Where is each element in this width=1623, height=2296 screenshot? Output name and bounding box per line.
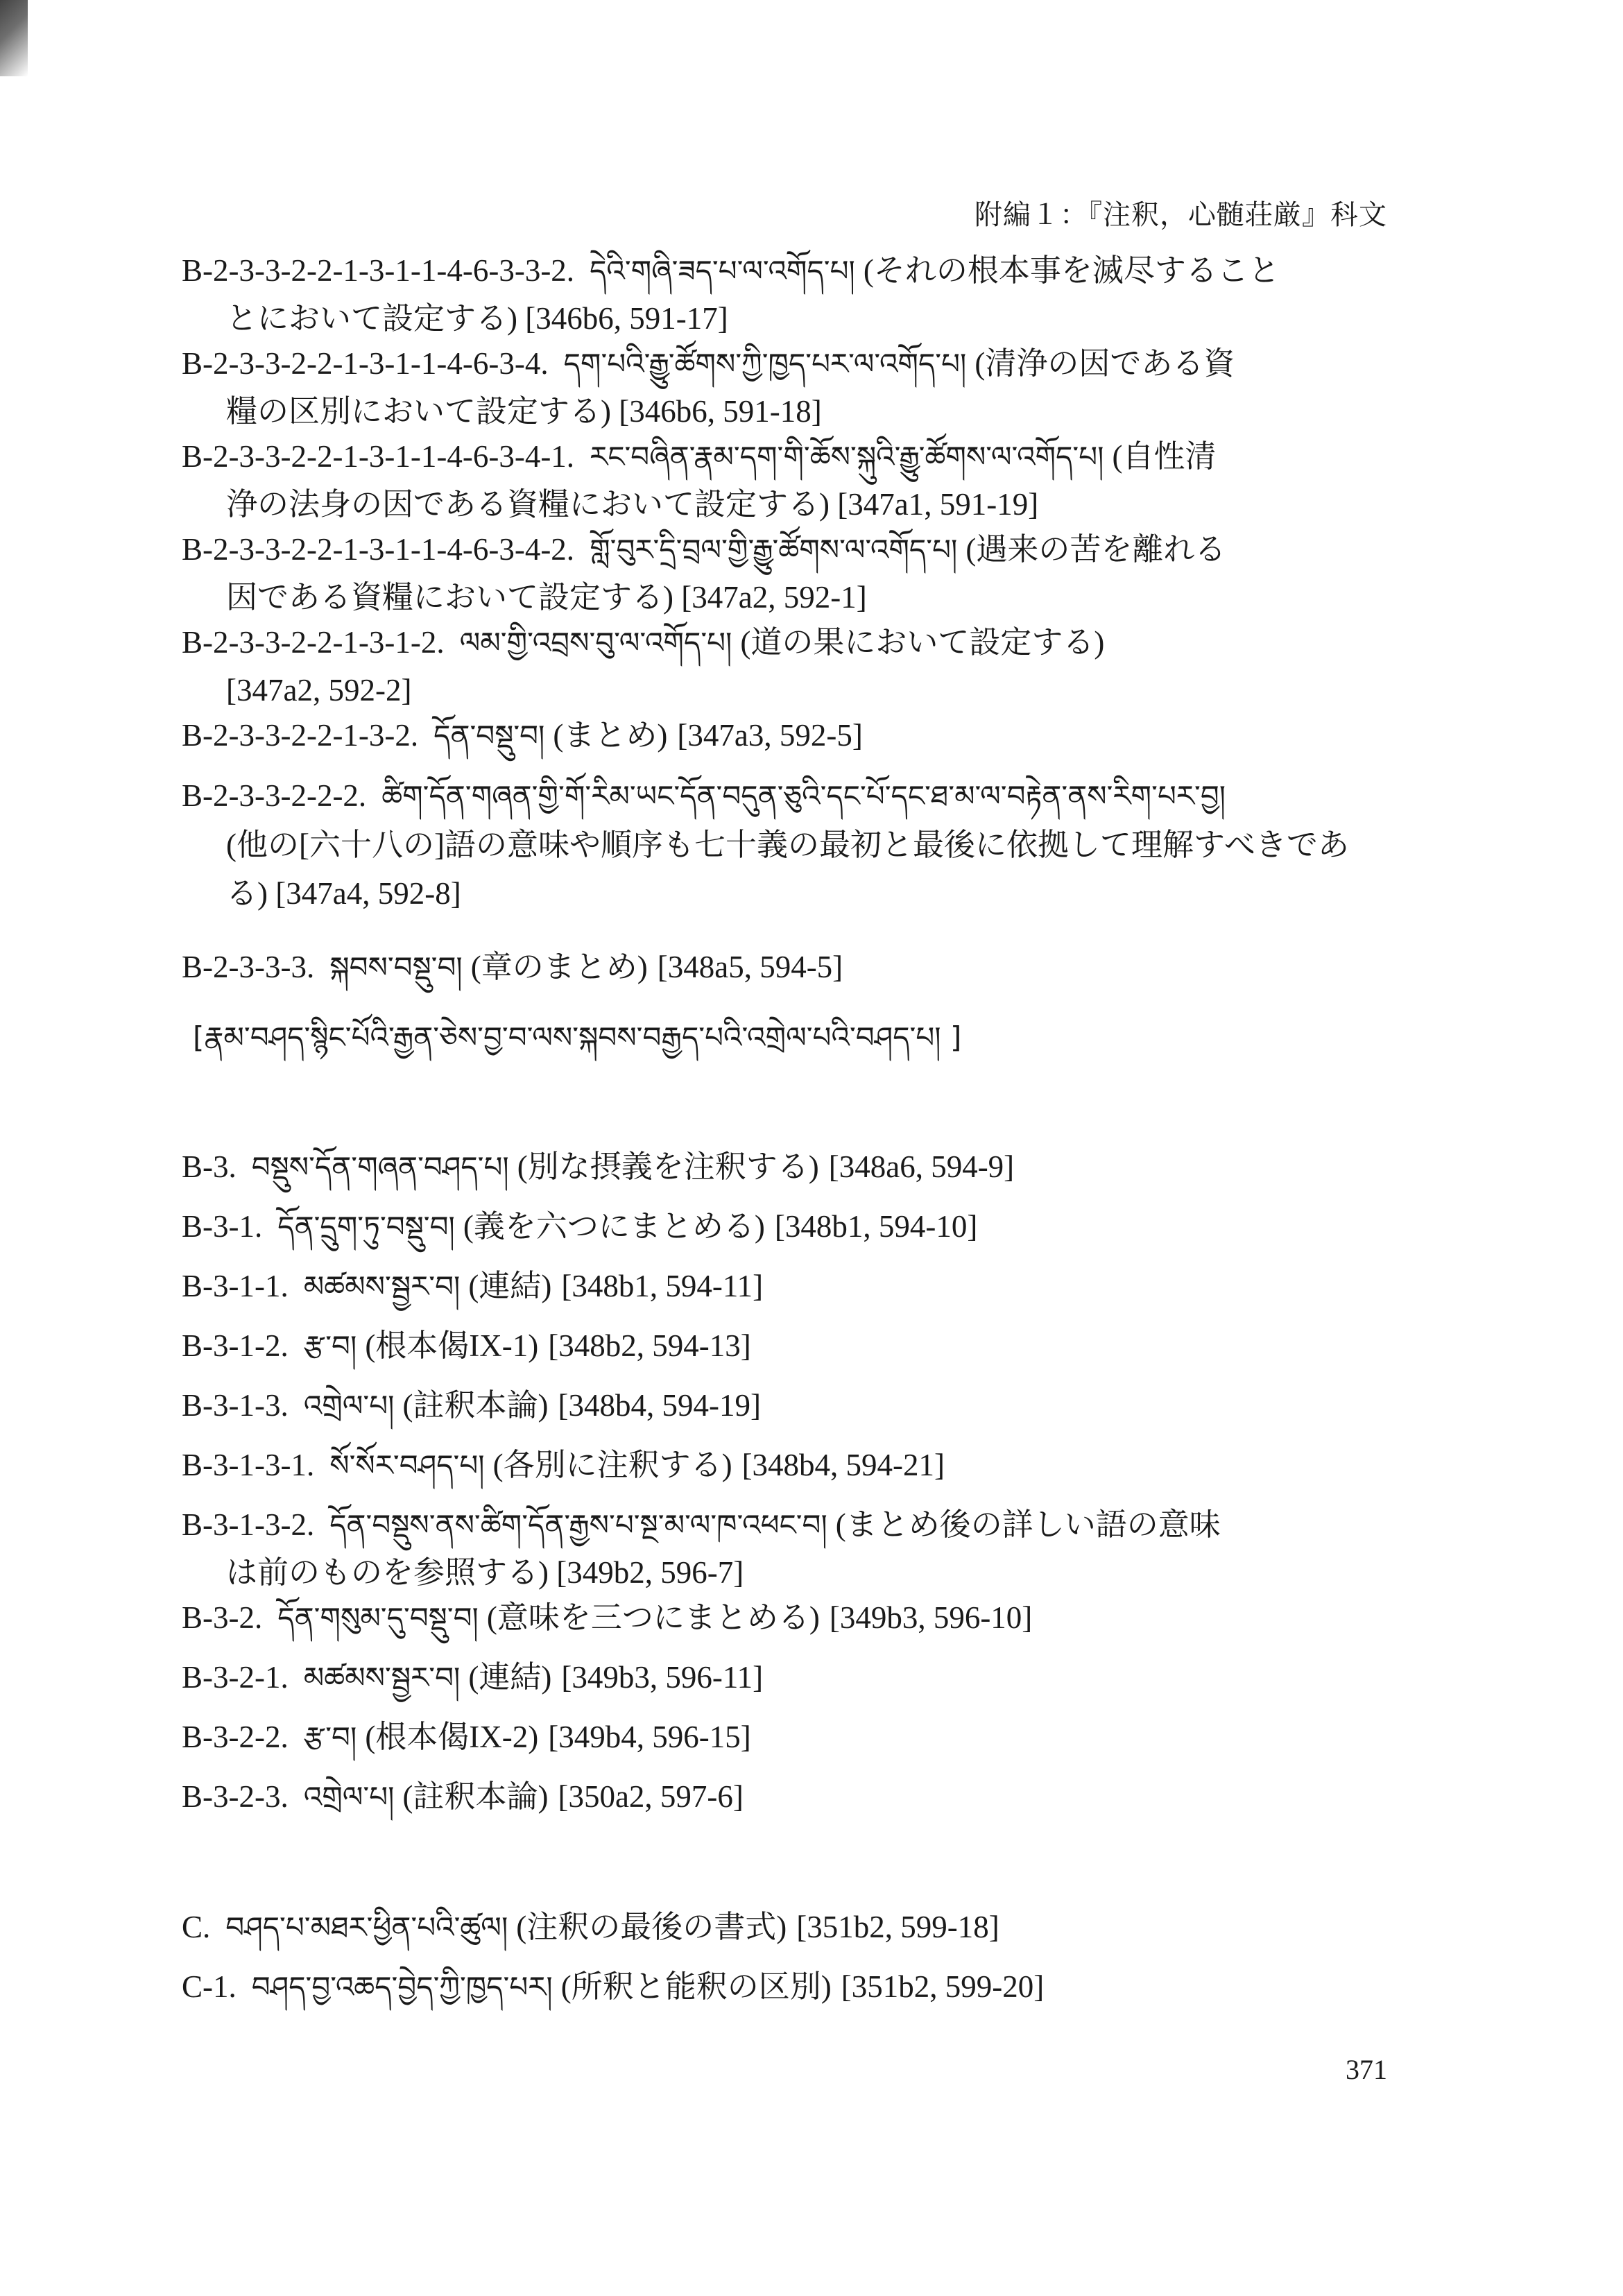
entry-tibetan: དག་པའི་རྒྱུ་ཚོགས་ཀྱི་ཁྱད་པར་ལ་འགོད་པ།	[563, 347, 967, 381]
outline-entry	[182, 1382, 1389, 1430]
entry-tibetan: བཤད་བྱ་འཆད་བྱེད་ཀྱི་ཁྱད་པར།	[251, 1970, 553, 2004]
entry-tibetan: འགྲེལ་པ།	[303, 1389, 395, 1423]
entry-gloss: (各別に注釈する)	[492, 1448, 732, 1482]
entry-reference: [350a2, 597-6]	[558, 1779, 744, 1814]
entry-tibetan: རྩ་བ།	[303, 1329, 357, 1363]
entry-reference: [349b4, 596-15]	[548, 1720, 751, 1754]
outline-entry	[182, 1594, 1389, 1642]
entry-tibetan: སྐབས་བསྡུ་བ།	[329, 950, 463, 984]
entry-tibetan: ལམ་གྱི་འབྲས་བུ་ལ་འགོད་པ།	[459, 626, 732, 660]
entry-code: C-1.	[182, 1969, 237, 2004]
entry-tibetan: གློ་བུར་དྲི་བྲལ་གྱི་རྒྱུ་ཚོགས་ལ་འགོད་པ།	[590, 533, 958, 567]
entry-reference: [348b4, 594-21]	[741, 1448, 945, 1482]
entry-gloss: (清浄の因である資	[974, 346, 1235, 381]
entry-tibetan: མཚམས་སྦྱར་བ།	[303, 1661, 461, 1695]
entry-gloss: (それの根本事を滅尽すること	[863, 253, 1280, 288]
entry-continuation	[182, 667, 1389, 714]
outline-entry	[182, 1143, 1389, 1191]
entry-code: B-3.	[182, 1149, 237, 1184]
outline-entry	[182, 1262, 1389, 1310]
entry-gloss: (義を六つにまとめる)	[463, 1209, 765, 1244]
entry-gloss: (根本偈IX-2)	[365, 1720, 539, 1754]
entry-reference: [351b2, 599-18]	[796, 1910, 999, 1944]
outline-entry	[182, 1654, 1389, 1702]
entry-gloss: (注釈の最後の書式)	[516, 1910, 787, 1944]
entry-continuation	[182, 481, 1389, 528]
entry-code: B-3-2-3.	[182, 1779, 289, 1814]
outline-entry	[182, 1903, 1389, 1951]
outline-entry	[182, 712, 1389, 760]
entry-reference: [348a6, 594-9]	[828, 1149, 1015, 1184]
entry-reference: [348b4, 594-19]	[558, 1388, 761, 1423]
outline-entry	[182, 247, 1389, 342]
entry-reference: [346b6, 591-18]	[619, 394, 822, 429]
entry-continuation	[182, 574, 1389, 621]
entry-gloss: (まとめ後の詳しい語の意味	[835, 1507, 1221, 1542]
entry-gloss: (註釈本論)	[402, 1779, 549, 1814]
running-header: 附編１：『注釈，心髄荘厳』科文	[974, 199, 1387, 230]
entry-tibetan: དོན་བསྡུས་ནས་ཚིག་དོན་རྒྱས་པ་སྔ་མ་ལ་ཁ་འཕང་བ།	[329, 1508, 827, 1542]
entry-continuation	[182, 1549, 1389, 1596]
entry-tibetan: དོན་དྲུག་ཏུ་བསྡུ་བ།	[277, 1210, 455, 1244]
outline-entry	[182, 1441, 1389, 1489]
outline-entry	[182, 943, 1389, 991]
entry-reference: [346b6, 591-17]	[525, 301, 728, 336]
entry-gloss: (遇来の苦を離れる	[965, 532, 1226, 567]
outline-entry	[182, 340, 1389, 435]
entry-gloss-cont: 浄の法身の因である資糧において設定する)	[226, 487, 830, 522]
entry-reference: [348a5, 594-5]	[657, 950, 843, 984]
outline-entry	[182, 1203, 1389, 1251]
entry-code: B-2-3-3-2-2-1-3-1-1-4-6-3-4-1.	[182, 439, 575, 474]
entry-reference: [348b1, 594-10]	[774, 1209, 978, 1244]
entry-tibetan: དོན་བསྡུ་བ།	[433, 719, 545, 753]
scan-edge-mark	[0, 0, 28, 76]
entry-code: B-2-3-3-3.	[182, 950, 315, 984]
outline-entry	[182, 433, 1389, 528]
entry-gloss: (別な摂義を注釈する)	[517, 1149, 819, 1184]
outline-entry	[182, 526, 1389, 621]
colophon-bracket: [རྣམ་བཤད་སྙིང་པོའི་རྒྱན་ཅེས་བྱ་བ་ལས་སྐབས་བརྒྱད་པའི་འགྲེལ་པའི་བཤད་པ། ]	[193, 1020, 962, 1054]
entry-tibetan: རྩ་བ།	[303, 1720, 357, 1754]
entry-gloss: (連結)	[468, 1660, 552, 1695]
entry-code: B-2-3-3-2-2-1-3-2.	[182, 718, 419, 753]
entry-tibetan: འགྲེལ་པ།	[303, 1780, 395, 1814]
entry-code: B-2-3-3-2-2-2.	[182, 778, 367, 813]
entry-code: B-2-3-3-2-2-1-3-1-1-4-6-3-4-2.	[182, 532, 575, 567]
entry-gloss: (註釈本論)	[402, 1388, 549, 1423]
entry-tibetan: སོ་སོར་བཤད་པ།	[329, 1448, 485, 1482]
entry-code: B-2-3-3-2-2-1-3-1-1-4-6-3-4.	[182, 346, 549, 381]
entry-code: B-2-3-3-2-2-1-3-1-1-4-6-3-3-2.	[182, 253, 575, 288]
entry-reference: [347a2, 592-2]	[226, 673, 412, 708]
entry-code: B-3-1-3-2.	[182, 1507, 315, 1542]
entry-reference: [349b3, 596-10]	[829, 1600, 1033, 1635]
entry-code: B-3-1-1.	[182, 1269, 289, 1303]
entry-reference: [349b2, 596-7]	[556, 1555, 744, 1590]
entry-tibetan: མཚམས་སྦྱར་བ།	[303, 1269, 461, 1303]
entry-tibetan: བསྡུས་དོན་གཞན་བཤད་པ།	[251, 1150, 509, 1184]
entry-reference: [347a1, 591-19]	[837, 487, 1039, 522]
entry-gloss: (根本偈IX-1)	[365, 1328, 539, 1363]
entry-tibetan: ཚིག་དོན་གཞན་གྱི་གོ་རིམ་ཡང་དོན་བདུན་ཅུའི་དང་པོ་དང་ཐ་མ་ལ་བརྟེན་ནས་རིག་པར་བྱ།	[381, 779, 1226, 813]
entry-tibetan: བཤད་པ་མཐར་ཕྱིན་པའི་ཚུལ།	[225, 1910, 508, 1944]
entry-reference: [347a2, 592-1]	[681, 580, 867, 615]
entry-reference: [348b1, 594-11]	[561, 1269, 764, 1303]
entry-gloss: (自性清	[1112, 439, 1217, 474]
entry-continuation	[182, 388, 1389, 435]
entry-gloss: (章のまとめ)	[470, 950, 648, 984]
entry-gloss: (連結)	[468, 1269, 552, 1303]
entry-code: C.	[182, 1910, 211, 1944]
page-number: 371	[1346, 2054, 1387, 2085]
entry-tibetan: དོན་གསུམ་དུ་བསྡུ་བ།	[277, 1601, 479, 1635]
entry-reference: [347a3, 592-5]	[677, 718, 863, 753]
entry-gloss-cont: 因である資糧において設定する)	[226, 580, 673, 615]
entry-gloss-cont: 糧の区別において設定する)	[226, 394, 611, 429]
entry-code: B-3-2-1.	[182, 1660, 289, 1695]
outline-entry	[182, 1773, 1389, 1821]
entry-code: B-2-3-3-2-2-1-3-1-2.	[182, 625, 445, 660]
entry-gloss: (まとめ)	[553, 718, 668, 753]
entry-gloss-cont: とにおいて設定する)	[226, 301, 517, 336]
entry-tibetan: དེའི་གཞི་ཟད་པ་ལ་འགོད་པ།	[590, 254, 855, 288]
entry-code: B-3-1-3.	[182, 1388, 289, 1423]
entry-code: B-3-1-2.	[182, 1328, 289, 1363]
outline-entry	[182, 1322, 1389, 1370]
outline-entry	[182, 1963, 1389, 2011]
entry-code: B-3-2.	[182, 1600, 263, 1635]
entry-reference: [349b3, 596-11]	[561, 1660, 764, 1695]
entry-reference: [347a4, 592-8]	[275, 876, 461, 911]
entry-code: B-3-1.	[182, 1209, 263, 1244]
entry-tibetan: རང་བཞིན་རྣམ་དག་གི་ཆོས་སྐུའི་རྒྱུ་ཚོགས་ལ་འགོད་པ།	[590, 440, 1104, 474]
outline-entry	[182, 1501, 1389, 1596]
entry-reference: [348b2, 594-13]	[548, 1328, 751, 1363]
entry-continuation	[182, 295, 1389, 342]
entry-gloss: (所釈と能釈の区別)	[560, 1969, 832, 2004]
entry-continuation	[182, 821, 1389, 918]
outline-entry	[182, 619, 1389, 714]
outline-entry	[182, 1713, 1389, 1761]
outline-entry	[182, 771, 1389, 918]
entry-gloss: (意味を三つにまとめる)	[486, 1600, 820, 1635]
entry-gloss: (道の果において設定する)	[740, 625, 1105, 660]
entry-code: B-3-2-2.	[182, 1720, 289, 1754]
entry-code: B-3-1-3-1.	[182, 1448, 315, 1482]
entry-gloss: (他の[六十八の]語の意味や順序も七十義の最初と最後に依拠して理解すべきである)	[226, 828, 1350, 911]
entry-gloss-cont: は前のものを参照する)	[226, 1555, 549, 1590]
entry-reference: [351b2, 599-20]	[841, 1969, 1045, 2004]
